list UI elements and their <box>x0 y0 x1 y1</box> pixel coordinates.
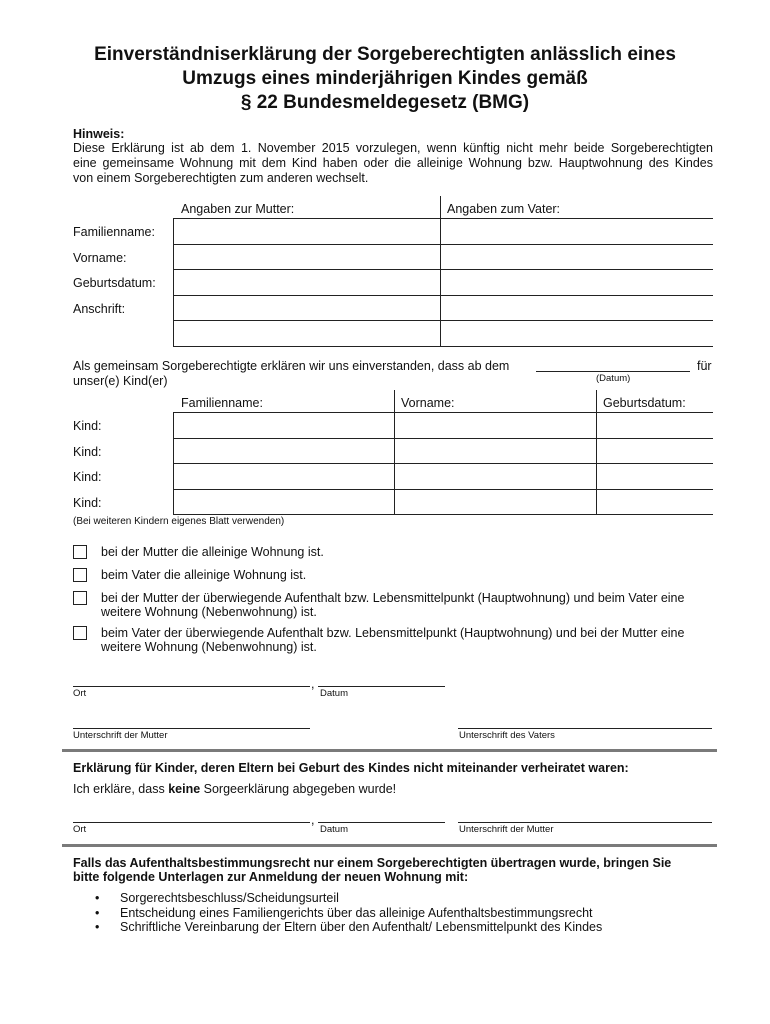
option-father-sole-label: beim Vater die alleinige Wohnung ist. <box>101 568 307 582</box>
father-column-header: Angaben zum Vater: <box>447 202 561 216</box>
mother-first-name-field[interactable] <box>175 245 439 268</box>
birth-date-label: Geburtsdatum: <box>73 276 156 290</box>
option-father-main-label-1: beim Vater der überwiegende Aufenthalt bzw. Lebensmittelpunkt (Hauptwohnung) und bei der Mutter eine <box>101 626 685 640</box>
statement-pre: Ich erkläre, dass <box>73 782 169 796</box>
child-3-family-name-field[interactable] <box>175 464 393 488</box>
table-divider <box>596 390 597 514</box>
child-row-label: Kind: <box>73 470 102 484</box>
date-label: Datum <box>320 688 348 699</box>
title-line-1: Einverständniserklärung der Sorgeberechtigten anlässlich eines <box>94 44 676 65</box>
table-rule <box>173 514 713 515</box>
mother-column-header: Angaben zur Mutter: <box>181 202 295 216</box>
title-line-3: § 22 Bundesmeldegesetz (BMG) <box>240 92 530 113</box>
father-signature-field[interactable] <box>458 728 712 729</box>
consent-date-field[interactable] <box>536 371 690 372</box>
hint-label: Hinweis: <box>73 127 125 141</box>
unmarried-date-field[interactable] <box>318 822 445 823</box>
mother-signature-field[interactable] <box>73 728 310 729</box>
father-address-field[interactable] <box>442 296 712 345</box>
unmarried-statement <box>73 782 396 797</box>
comma: , <box>311 677 315 691</box>
father-signature-label: Unterschrift des Vaters <box>459 730 555 741</box>
mother-family-name-field[interactable] <box>175 219 439 243</box>
mother-signature-label: Unterschrift der Mutter <box>73 730 168 741</box>
date-field[interactable] <box>318 686 445 687</box>
bullet-icon: • <box>95 906 100 920</box>
option-father-main-label-2: weitere Wohnung (Nebenwohnung) ist. <box>101 640 317 654</box>
bullet-icon: • <box>95 891 100 905</box>
unmarried-place-label: Ort <box>73 824 87 835</box>
unmarried-mother-signature-label: Unterschrift der Mutter <box>459 824 554 835</box>
family-name-label: Familienname: <box>73 225 155 239</box>
option-mother-main-label-2: weitere Wohnung (Nebenwohnung) ist. <box>101 605 317 619</box>
document-item: Schriftliche Vereinbarung der Eltern über den Aufenthalt/ Lebensmittelpunkt des Kindes <box>120 920 603 934</box>
unmarried-heading: Erklärung für Kinder, deren Eltern bei Geburt des Kindes nicht miteinander verheiratet waren: <box>73 761 629 775</box>
place-field[interactable] <box>73 686 310 687</box>
consent-date-hint: (Datum) <box>596 373 631 384</box>
child-2-birth-date-field[interactable] <box>598 439 712 462</box>
mother-birth-date-field[interactable] <box>175 270 439 294</box>
father-first-name-field[interactable] <box>442 245 712 268</box>
table-divider <box>173 412 174 514</box>
hint-line-3: von einem Sorgeberechtigten zum anderen wechselt. <box>73 171 369 185</box>
option-mother-sole-label: bei der Mutter die alleinige Wohnung ist. <box>101 545 324 559</box>
hint-line-1: Diese Erklärung ist ab dem 1. November 2015 vorzulegen, wenn künftig nicht mehr beide Sorgeberechtigten <box>73 141 713 155</box>
documents-heading-1: Falls das Aufenthaltsbestimmungsrecht nur einem Sorgeberechtigten übertragen wurde, bringen Sie <box>73 856 672 870</box>
consent-fuer: für <box>697 359 712 373</box>
option-mother-main-checkbox[interactable] <box>73 591 87 605</box>
child-3-birth-date-field[interactable] <box>598 464 712 488</box>
table-rule <box>173 346 713 347</box>
child-row-label: Kind: <box>73 445 102 459</box>
child-4-first-name-field[interactable] <box>396 490 595 513</box>
unmarried-mother-signature-field[interactable] <box>458 822 712 823</box>
child-row-label: Kind: <box>73 419 102 433</box>
option-father-main-checkbox[interactable] <box>73 626 87 640</box>
option-father-sole-checkbox[interactable] <box>73 568 87 582</box>
child-1-first-name-field[interactable] <box>396 413 595 437</box>
table-divider <box>440 196 441 346</box>
hint-line-2: eine gemeinsame Wohnung mit dem Kind haben oder die alleinige Wohnung bzw. Hauptwohnung des Kindes <box>73 156 713 170</box>
table-divider <box>173 218 174 346</box>
mother-address-field[interactable] <box>175 296 439 345</box>
child-3-first-name-field[interactable] <box>396 464 595 488</box>
statement-keine: keine <box>168 782 201 796</box>
child-row-label: Kind: <box>73 496 102 510</box>
children-note: (Bei weiteren Kindern eigenes Blatt verwenden) <box>73 516 285 527</box>
document-item: Entscheidung eines Familiengerichts über das alleinige Aufenthaltsbestimmungsrecht <box>120 906 593 920</box>
child-1-family-name-field[interactable] <box>175 413 393 437</box>
child-4-family-name-field[interactable] <box>175 490 393 513</box>
child-birth-column-header: Geburtsdatum: <box>603 396 686 410</box>
consent-children-text: unser(e) Kind(er) <box>73 374 168 388</box>
child-4-birth-date-field[interactable] <box>598 490 712 513</box>
unmarried-date-label: Datum <box>320 824 348 835</box>
father-birth-date-field[interactable] <box>442 270 712 294</box>
title-line-2: Umzugs eines minderjährigen Kindes gemäß <box>182 68 588 89</box>
statement-post: Sorgeerklärung abgegeben wurde! <box>200 782 397 796</box>
table-divider <box>394 390 395 514</box>
child-2-family-name-field[interactable] <box>175 439 393 462</box>
section-divider <box>62 844 717 847</box>
unmarried-place-field[interactable] <box>73 822 310 823</box>
documents-heading-2: bitte folgende Unterlagen zur Anmeldung der neuen Wohnung mit: <box>73 870 469 884</box>
place-label: Ort <box>73 688 87 699</box>
document-item: Sorgerechtsbeschluss/Scheidungsurteil <box>120 891 339 905</box>
option-mother-main-label-1: bei der Mutter der überwiegende Aufenthalt bzw. Lebensmittelpunkt (Hauptwohnung) und beim Vater eine <box>101 591 685 605</box>
child-family-column-header: Familienname: <box>181 396 263 410</box>
child-first-column-header: Vorname: <box>401 396 455 410</box>
child-1-birth-date-field[interactable] <box>598 413 712 437</box>
comma: , <box>311 813 315 827</box>
option-mother-sole-checkbox[interactable] <box>73 545 87 559</box>
first-name-label: Vorname: <box>73 251 127 265</box>
father-family-name-field[interactable] <box>442 219 712 243</box>
consent-text: Als gemeinsam Sorgeberechtigte erklären wir uns einverstanden, dass ab dem <box>73 359 510 373</box>
child-2-first-name-field[interactable] <box>396 439 595 462</box>
section-divider <box>62 749 717 752</box>
bullet-icon: • <box>95 920 100 934</box>
address-label: Anschrift: <box>73 302 126 316</box>
